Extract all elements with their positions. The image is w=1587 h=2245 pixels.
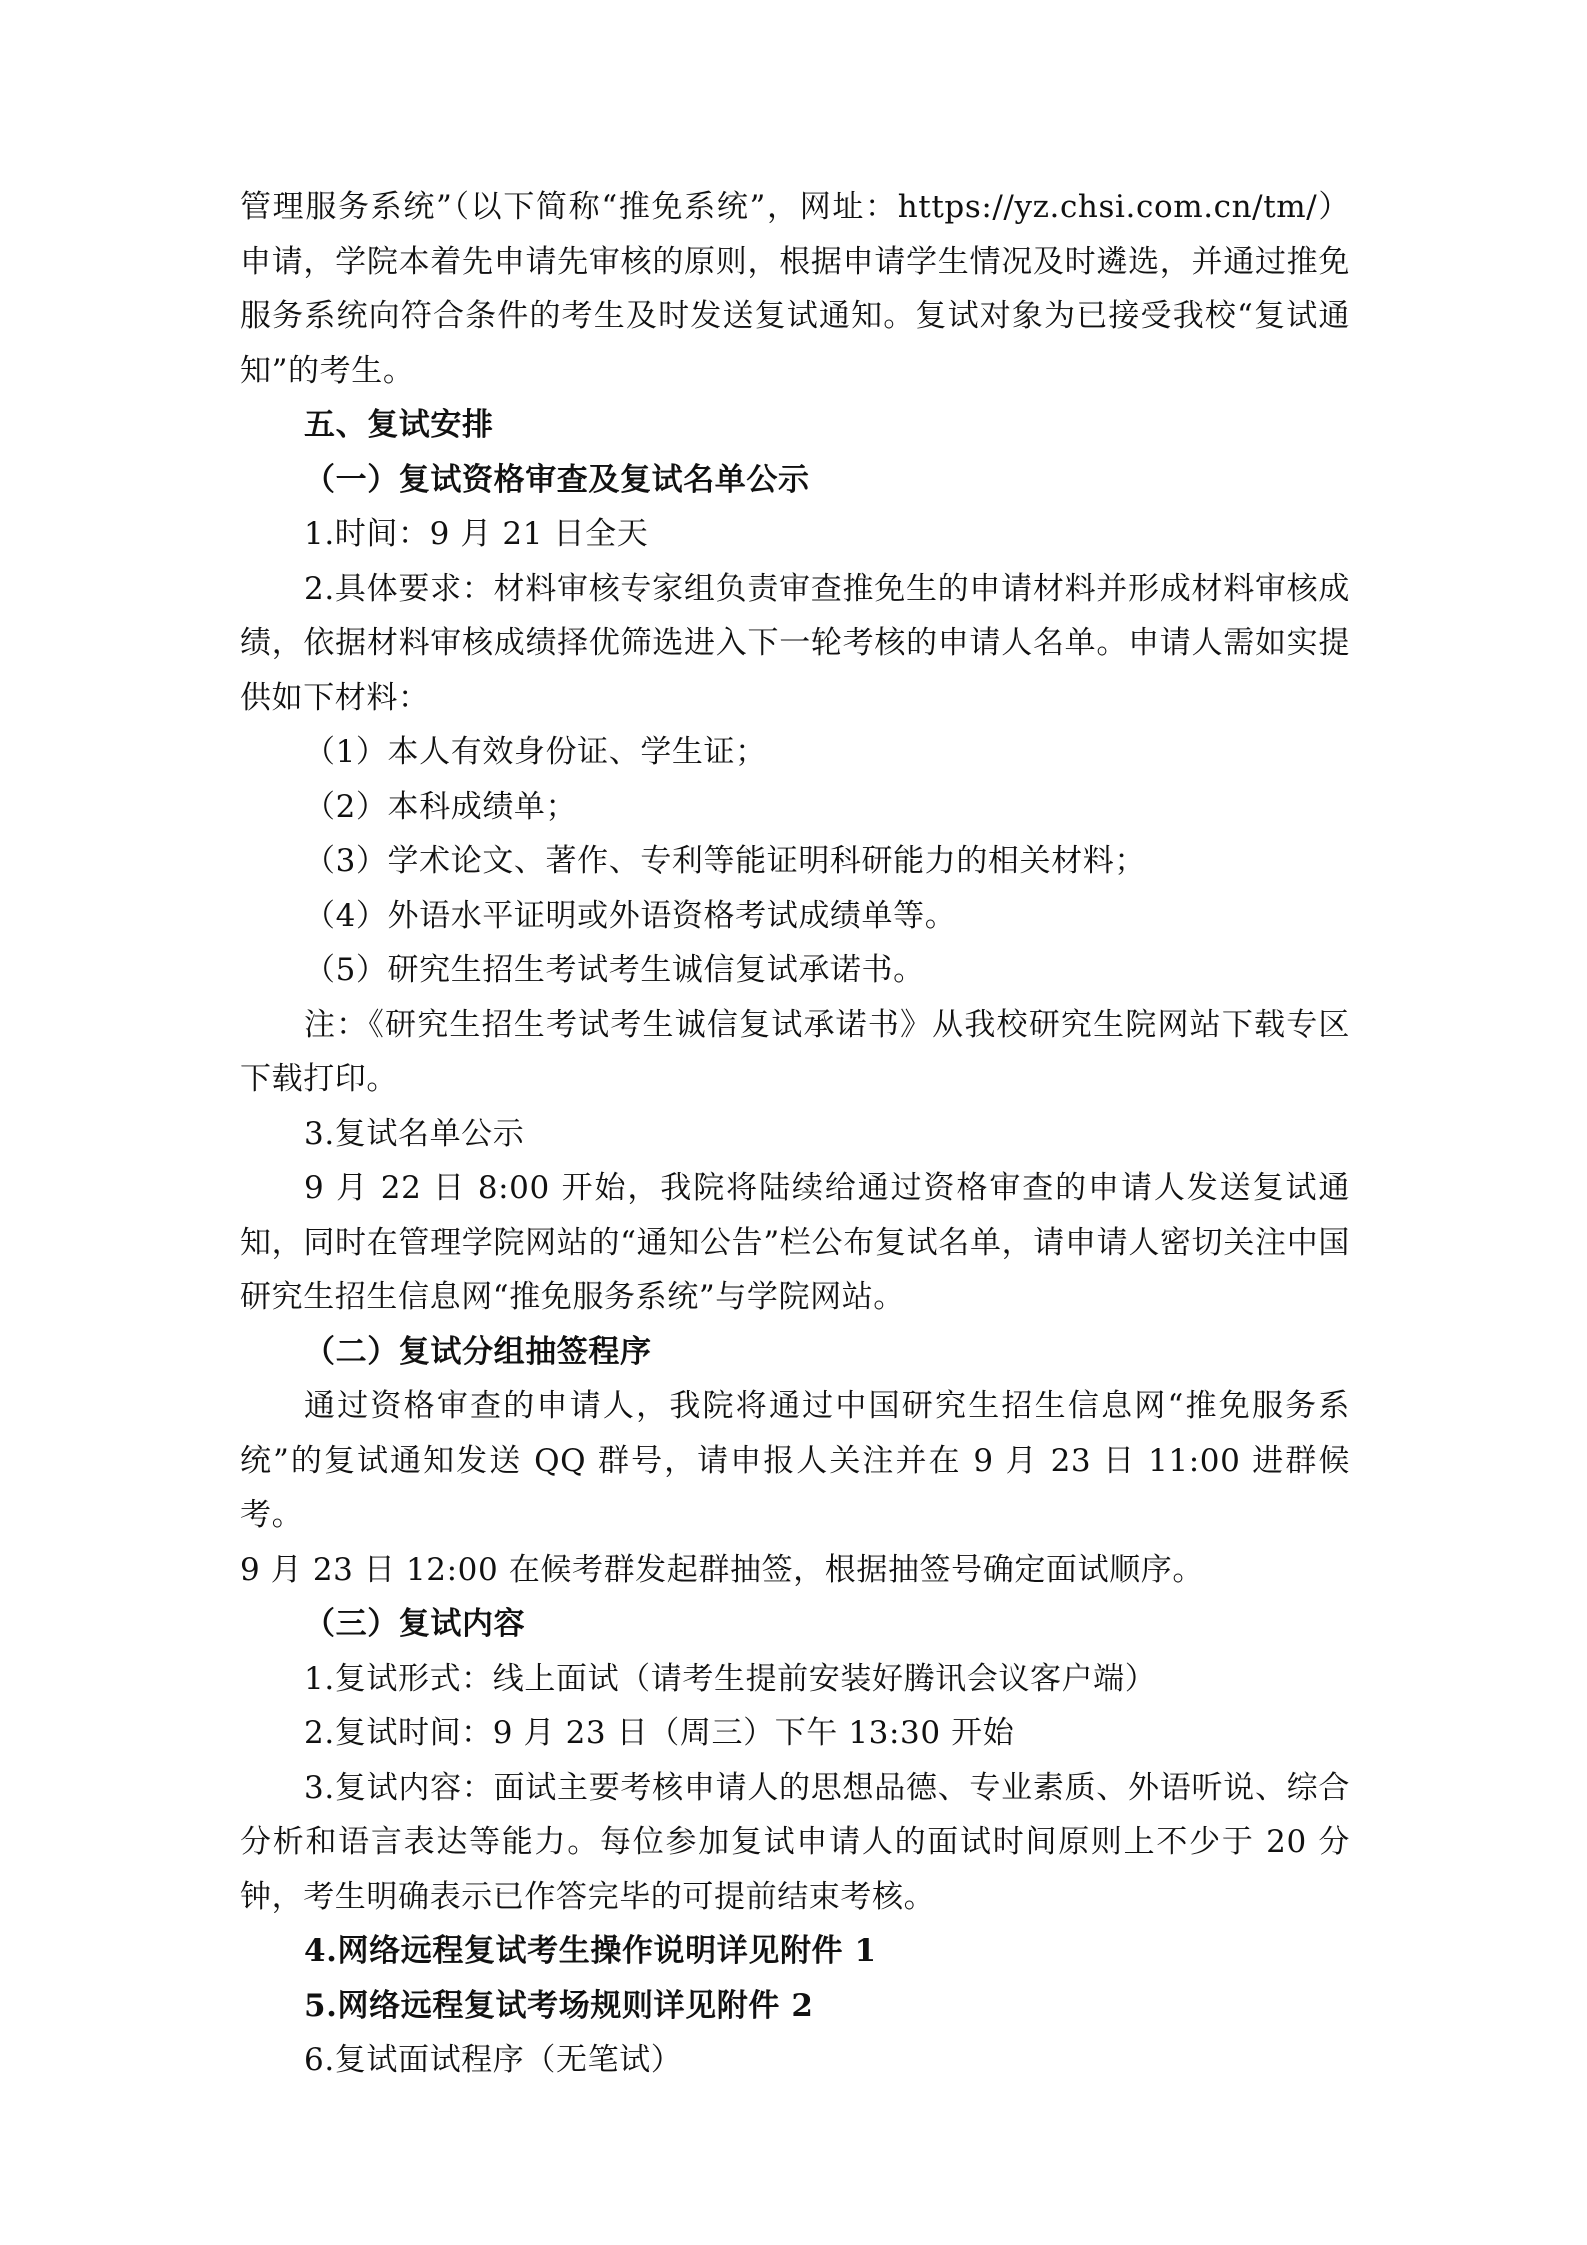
subsection-heading: （一）复试资格审查及复试名单公示: [304, 461, 810, 498]
schedule-paragraph: 2.复试时间：9 月 23 日（周三）下午 13:30 开始: [304, 1715, 1015, 1751]
list-item: （5）研究生招生考试考生诚信复试承诺书。: [304, 952, 925, 988]
list-item: （2）本科成绩单；: [304, 788, 578, 825]
attachment2-paragraph: 5.网络远程复试考场规则详见附件 2: [304, 1987, 814, 2024]
form-paragraph: 1.复试形式：线上面试（请考生提前安装好腾讯会议客户端）: [304, 1660, 1157, 1697]
attachment1-paragraph: 4.网络远程复试考生操作说明详见附件 1: [304, 1933, 877, 1969]
requirements-paragraph: 2.具体要求：材料审核专家组负责审查推免生的申请材料并形成材料审核成绩，依据材料审核成绩择优筛选进入下一轮考核的申请人名单。申请人需如实提供如下材料：: [240, 570, 1350, 716]
subsection-heading: （三）复试内容: [304, 1606, 526, 1642]
grouping-paragraph: 通过资格审查的申请人，我院将通过中国研究生招生信息网“推免服务系统”的复试通知发送 QQ 群号，请申报人关注并在 9 月 23 日 11:00 进群候考。: [240, 1388, 1350, 1533]
list-item: （1）本人有效身份证、学生证；: [304, 734, 767, 770]
list-publish-paragraph: 9 月 22 日 8:00 开始，我院将陆续给通过资格审查的申请人发送复试通知，同时在管理学院网站的“通知公告”栏公布复试名单，请申请人密切关注中国研究生招生信息网“推免服务系统”与学院网站。: [240, 1170, 1350, 1315]
content-paragraph: 3.复试内容：面试主要考核申请人的思想品德、专业素质、外语听说、综合分析和语言表达等能力。每位参加复试申请人的面试时间原则上不少于 20 分钟，考生明确表示已作答完毕的可提前结束考核。: [240, 1769, 1350, 1915]
intro-paragraph: 管理服务系统”（以下简称“推免系统”，网址：https://yz.chsi.com.cn/tm/）申请，学院本着先申请先审核的原则，根据申请学生情况及时遴选，并通过推免服务系统向符合条件的考生及时发送复试通知。复试对象为已接受我校“复试通知”的考生。: [240, 189, 1350, 389]
list-item: （4）外语水平证明或外语资格考试成绩单等。: [304, 897, 957, 934]
time-paragraph: 1.时间：9 月 21 日全天: [304, 516, 649, 552]
subsection-heading: （二）复试分组抽签程序: [304, 1333, 652, 1370]
document-body: [240, 180, 1350, 2088]
section-heading: 五、复试安排: [304, 407, 494, 443]
lottery-paragraph: 9 月 23 日 12:00 在候考群发起群抽签，根据抽签号确定面试顺序。: [240, 1551, 1204, 1588]
note-paragraph: 注：《研究生招生考试考生诚信复试承诺书》从我校研究生院网站下载专区下载打印。: [240, 1006, 1350, 1097]
list-publish-title: 3.复试名单公示: [304, 1115, 525, 1152]
list-item: （3）学术论文、著作、专利等能证明科研能力的相关材料；: [304, 843, 1146, 879]
procedure-paragraph: 6.复试面试程序（无笔试）: [304, 2042, 683, 2078]
